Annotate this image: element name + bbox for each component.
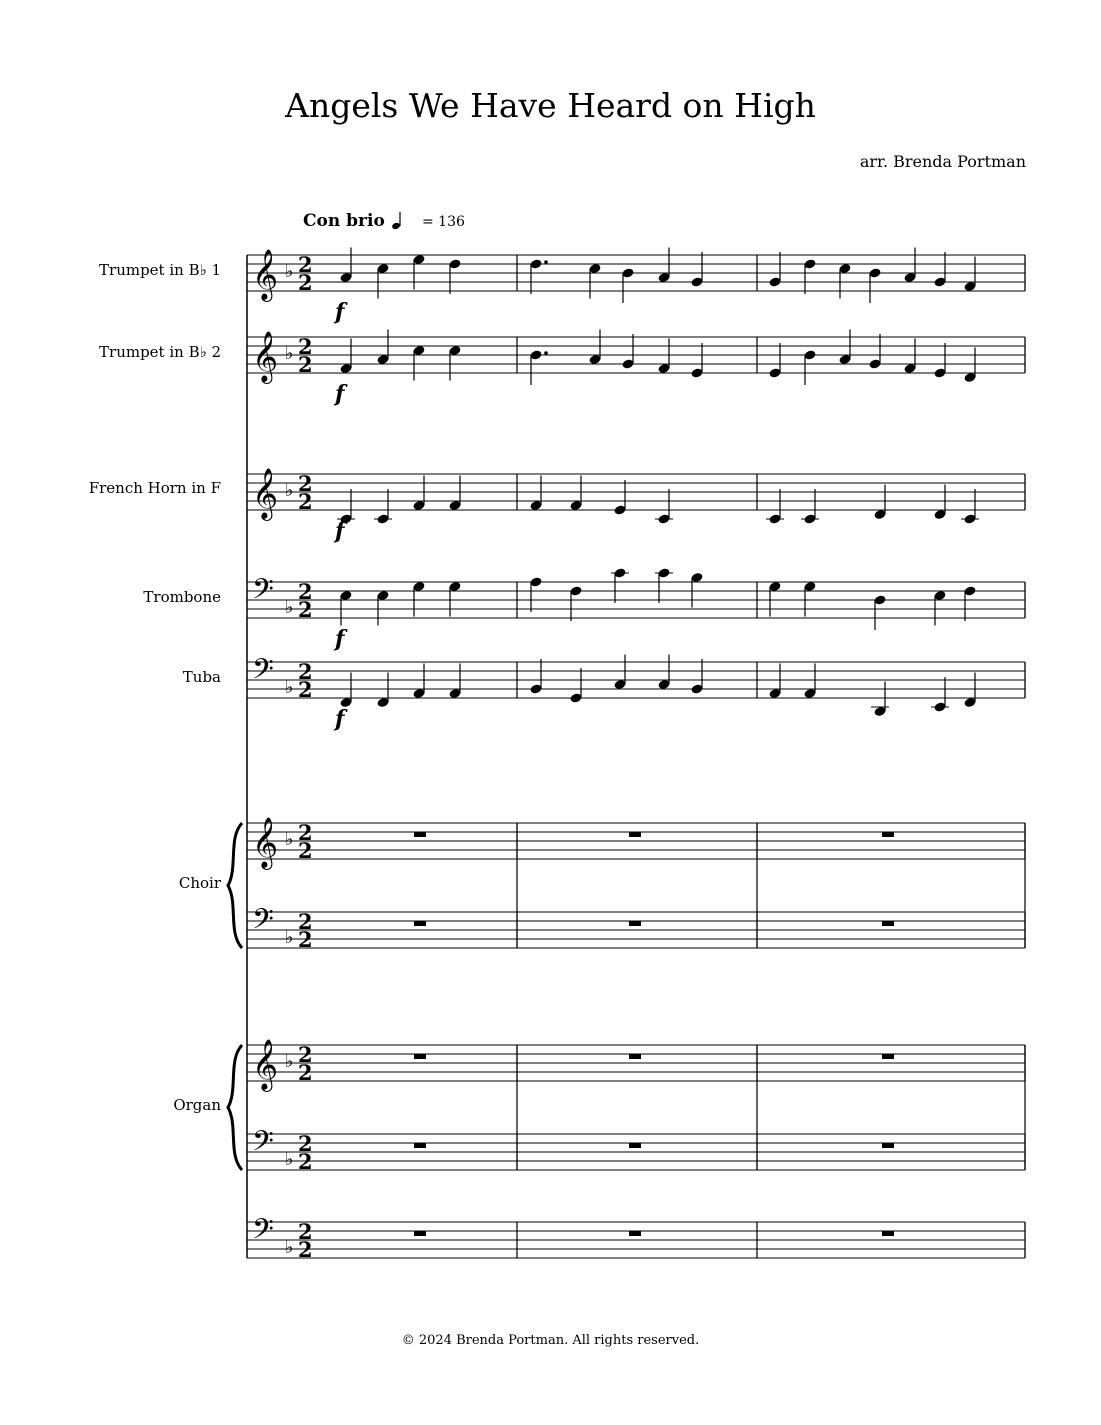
whole-rest bbox=[629, 1054, 641, 1059]
whole-rest bbox=[414, 832, 426, 837]
treble-clef-icon: 𝄞 bbox=[252, 331, 279, 382]
time-signature-denominator: 2 bbox=[298, 1237, 313, 1262]
time-signature-numerator: 2 bbox=[298, 252, 313, 277]
dynamic-marking: f bbox=[335, 518, 345, 544]
whole-rest bbox=[414, 921, 426, 926]
instrument-label-choir: Choir bbox=[178, 874, 221, 892]
tempo-marking: Con brio bbox=[303, 211, 385, 231]
time-signature-numerator: 2 bbox=[298, 1042, 313, 1067]
time-signature-denominator: 2 bbox=[298, 270, 313, 295]
metronome-mark: = 136 bbox=[422, 214, 465, 230]
bass-clef-icon: 𝄢 bbox=[252, 573, 274, 613]
time-signature-numerator: 2 bbox=[298, 659, 313, 684]
time-signature-numerator: 2 bbox=[298, 1131, 313, 1156]
flat-icon: ♭ bbox=[285, 1237, 294, 1258]
augmentation-dot bbox=[544, 351, 548, 355]
whole-rest bbox=[882, 1054, 894, 1059]
time-signature-numerator: 2 bbox=[298, 334, 313, 359]
arranger-credit: arr. Brenda Portman bbox=[859, 152, 1026, 171]
flat-icon: ♭ bbox=[285, 343, 294, 364]
flat-icon: ♭ bbox=[285, 261, 294, 282]
time-signature-denominator: 2 bbox=[298, 1149, 313, 1174]
page-title: Angels We Have Heard on High bbox=[285, 86, 816, 125]
whole-rest bbox=[629, 921, 641, 926]
treble-clef-icon: 𝄞 bbox=[252, 1039, 279, 1090]
time-signature-numerator: 2 bbox=[298, 909, 313, 934]
time-signature-denominator: 2 bbox=[298, 927, 313, 952]
bass-clef-icon: 𝄢 bbox=[252, 1125, 274, 1165]
whole-rest bbox=[882, 1143, 894, 1148]
bass-clef-icon: 𝄢 bbox=[252, 1213, 274, 1253]
flat-icon: ♭ bbox=[285, 480, 294, 501]
instrument-label-trombone: Trombone bbox=[143, 588, 221, 606]
instrument-label-trumpet-1: Trumpet in B♭ 1 bbox=[99, 261, 221, 279]
instrument-label-tuba: Tuba bbox=[182, 668, 221, 686]
instrument-label-french-horn: French Horn in F bbox=[88, 479, 221, 497]
choir-brace bbox=[228, 823, 242, 948]
whole-rest bbox=[629, 1231, 641, 1236]
whole-rest bbox=[882, 832, 894, 837]
whole-rest bbox=[414, 1231, 426, 1236]
bass-clef-icon: 𝄢 bbox=[252, 653, 274, 693]
time-signature-denominator: 2 bbox=[298, 1060, 313, 1085]
copyright-footer: © 2024 Brenda Portman. All rights reserved. bbox=[401, 1333, 700, 1348]
time-signature-numerator: 2 bbox=[298, 579, 313, 604]
flat-icon: ♭ bbox=[285, 677, 294, 698]
flat-icon: ♭ bbox=[285, 1149, 294, 1170]
flat-icon: ♭ bbox=[285, 1051, 294, 1072]
dynamic-marking: f bbox=[335, 626, 345, 652]
time-signature-numerator: 2 bbox=[298, 820, 313, 845]
flat-icon: ♭ bbox=[285, 597, 294, 618]
bass-clef-icon: 𝄢 bbox=[252, 903, 274, 943]
dynamic-marking: f bbox=[335, 381, 345, 407]
dynamic-marking: f bbox=[335, 299, 345, 325]
quarter-note-icon bbox=[391, 222, 401, 230]
organ-brace bbox=[228, 1045, 242, 1170]
time-signature-denominator: 2 bbox=[298, 489, 313, 514]
whole-rest bbox=[882, 1231, 894, 1236]
whole-rest bbox=[629, 1143, 641, 1148]
time-signature-numerator: 2 bbox=[298, 471, 313, 496]
whole-rest bbox=[414, 1054, 426, 1059]
time-signature-denominator: 2 bbox=[298, 838, 313, 863]
time-signature-denominator: 2 bbox=[298, 597, 313, 622]
whole-rest bbox=[882, 921, 894, 926]
whole-rest bbox=[629, 832, 641, 837]
whole-rest bbox=[414, 1143, 426, 1148]
instrument-label-trumpet-2: Trumpet in B♭ 2 bbox=[99, 343, 221, 361]
treble-clef-icon: 𝄞 bbox=[252, 468, 279, 519]
flat-icon: ♭ bbox=[285, 829, 294, 850]
time-signature-denominator: 2 bbox=[298, 677, 313, 702]
dynamic-marking: f bbox=[335, 706, 345, 732]
treble-clef-icon: 𝄞 bbox=[252, 249, 279, 300]
flat-icon: ♭ bbox=[285, 927, 294, 948]
time-signature-denominator: 2 bbox=[298, 352, 313, 377]
augmentation-dot bbox=[544, 260, 548, 264]
time-signature-numerator: 2 bbox=[298, 1219, 313, 1244]
instrument-label-organ: Organ bbox=[173, 1096, 221, 1114]
treble-clef-icon: 𝄞 bbox=[252, 817, 279, 868]
